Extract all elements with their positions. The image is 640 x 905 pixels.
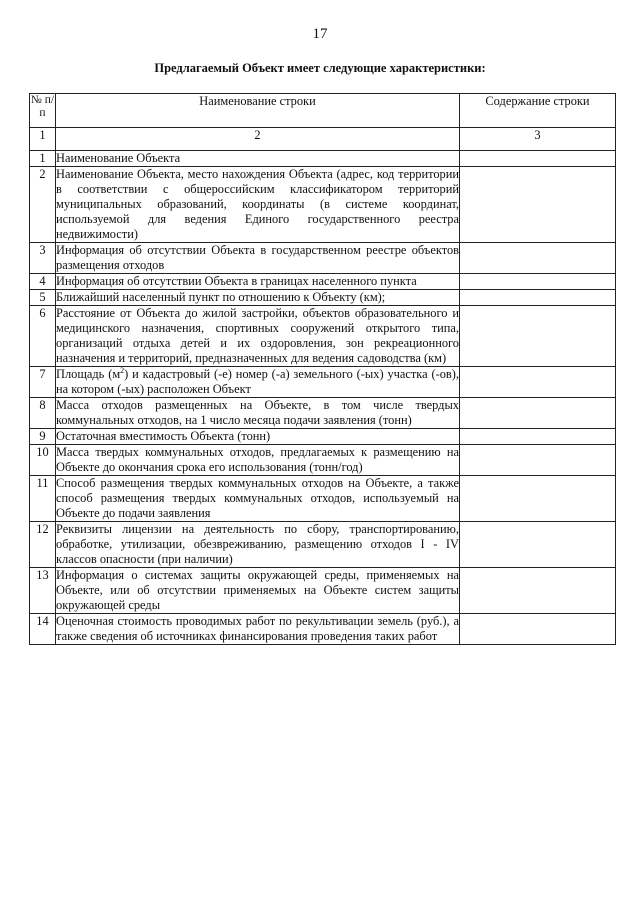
row-name-part: ) и кадастровый (-е) номер (-а) земельного (-ых) участка (-ов), на котором (-ых) расположен Объект: [56, 367, 460, 396]
table-row: [30, 398, 616, 429]
table-row: [30, 290, 616, 306]
table-row: [30, 151, 616, 167]
table-row: [30, 429, 616, 445]
row-name: Остаточная вместимость Объекта (тонн): [56, 429, 460, 445]
table-row: [30, 306, 616, 367]
row-name: Наименование Объекта, место нахождения Объекта (адрес, код территории в соответствии с общероссийским классификатором территорий муниципальных образований, координаты (в системе координат, используемой для ведения Единого государственного реестра недвижимости): [56, 167, 459, 241]
header-num: № п/п: [30, 94, 56, 128]
row-number: 3: [30, 243, 56, 274]
row-name: Расстояние от Объекта до жилой застройки, объектов образовательного и медицинского назначения, спортивных сооружений открытого типа, организаций отдыха детей и их оздоровления, зон рекреационного назначения и территорий, предназначенных для ведения садоводства (км): [56, 306, 459, 365]
row-number: 13: [30, 568, 56, 614]
row-number: 10: [30, 445, 56, 476]
page-number: 17: [312, 26, 328, 42]
table-row: [30, 274, 616, 290]
table-row: [30, 522, 616, 568]
row-content[interactable]: [460, 445, 616, 476]
row-number: 11: [30, 476, 56, 522]
row-content[interactable]: [460, 367, 616, 398]
row-name: Информация об отсутствии Объекта в границах населенного пункта: [56, 274, 460, 290]
row-content[interactable]: [460, 306, 616, 367]
row-name: Информация о системах защиты окружающей среды, применяемых на Объекте, или об отсутствии применяемых на Объекте систем защиты окружающей среды: [56, 568, 459, 612]
row-name: Способ размещения твердых коммунальных отходов на Объекте, а также способ размещения твердых коммунальных отходов, используемый на Объекте до подачи заявления: [56, 476, 459, 520]
document-title: Предлагаемый Объект имеет следующие характеристики:: [154, 61, 486, 75]
header-name: Наименование строки: [56, 94, 460, 128]
row-name: Масса отходов размещенных на Объекте, в том числе твердых коммунальных отходов, на 1 число месяца подачи заявления (тонн): [56, 398, 459, 427]
table-row: [30, 476, 616, 522]
row-name: [56, 367, 460, 398]
row-content[interactable]: [460, 522, 616, 568]
row-name: Масса твердых коммунальных отходов, предлагаемых к размещению на Объекте до окончания срока его использования (тонн/год): [56, 445, 459, 474]
row-content[interactable]: [460, 151, 616, 167]
row-number: 12: [30, 522, 56, 568]
row-content[interactable]: [460, 398, 616, 429]
row-number: 2: [30, 167, 56, 243]
row-name: Оценочная стоимость проводимых работ по рекультивации земель (руб.), а также сведения об источниках финансирования проведения таких работ: [56, 614, 459, 643]
row-number: 1: [30, 151, 56, 167]
header-content: Содержание строки: [460, 94, 616, 128]
row-name-part: Площадь (м: [56, 367, 121, 381]
index-cell-content: 3: [460, 128, 616, 151]
table-row: [30, 243, 616, 274]
row-name: Наименование Объекта: [56, 151, 460, 167]
row-number: 4: [30, 274, 56, 290]
row-name: Реквизиты лицензии на деятельность по сбору, транспортированию, обработке, утилизации, обезвреживанию, размещению отходов I - IV классов опасности (при наличии): [56, 522, 459, 566]
row-content[interactable]: [460, 429, 616, 445]
row-content[interactable]: [460, 476, 616, 522]
table-row: [30, 614, 616, 645]
row-number: 6: [30, 306, 56, 367]
table-row: [30, 568, 616, 614]
table-row: [30, 445, 616, 476]
row-name: Ближайший населенный пункт по отношению к Объекту (км);: [56, 290, 460, 306]
row-number: 9: [30, 429, 56, 445]
table-header-row: [30, 94, 616, 128]
row-name: Информация об отсутствии Объекта в государственном реестре объектов размещения отходов: [56, 243, 459, 272]
table-index-row: [30, 128, 616, 151]
row-content[interactable]: [460, 274, 616, 290]
row-number: 5: [30, 290, 56, 306]
row-number: 14: [30, 614, 56, 645]
index-cell-name: 2: [56, 128, 460, 151]
characteristics-table: [29, 93, 616, 645]
row-content[interactable]: [460, 290, 616, 306]
row-number: 7: [30, 367, 56, 398]
row-content[interactable]: [460, 614, 616, 645]
table-row: [30, 367, 616, 398]
row-content[interactable]: [460, 167, 616, 243]
index-cell-num: 1: [30, 128, 56, 151]
row-content[interactable]: [460, 243, 616, 274]
row-number: 8: [30, 398, 56, 429]
superscript-two: 2: [120, 365, 125, 375]
row-content[interactable]: [460, 568, 616, 614]
table-row: [30, 167, 616, 243]
